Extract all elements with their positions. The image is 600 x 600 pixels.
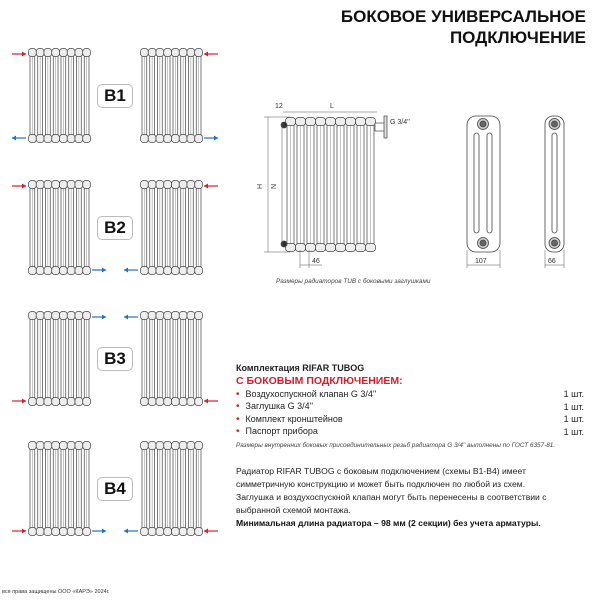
- bullet-icon: •: [236, 426, 240, 438]
- kit-item: [236, 413, 584, 426]
- kit-item: [236, 426, 584, 439]
- radiator-scheme-b3-right: [118, 309, 224, 408]
- supply-arrow-icon: [12, 529, 26, 534]
- scheme-label-b4: B4: [97, 477, 133, 501]
- radiator-side-view-3col: [467, 116, 500, 252]
- kit-section: [236, 363, 584, 449]
- kit-item-qty: 1 шт.: [563, 414, 584, 425]
- kit-item: [236, 401, 584, 414]
- dim-12: 12: [275, 103, 283, 110]
- return-arrow-icon: [124, 315, 138, 320]
- kit-item-name: Комплект кронштейнов: [245, 413, 343, 424]
- radiator-scheme-b4-right: [118, 439, 224, 538]
- kit-subheading: С БОКОВЫМ ПОДКЛЮЧЕНИЕМ:: [236, 375, 403, 387]
- kit-item-qty: 1 шт.: [563, 401, 584, 412]
- description-min-length: Минимальная длина радиатора – 98 мм (2 секции) без учета арматуры.: [236, 518, 541, 528]
- description-p2: Заглушка и воздухоспускной клапан могут быть перенесены в соответствии с выбранной схемой монтажа.: [236, 492, 547, 515]
- kit-heading: Комплектация RIFAR TUBOG: [236, 363, 365, 373]
- kit-item-name: Паспорт прибора: [245, 426, 318, 437]
- bullet-icon: •: [236, 401, 240, 413]
- scheme-label-b1: B1: [97, 84, 133, 108]
- scheme-label-b3: B3: [97, 347, 133, 371]
- bullet-icon: •: [236, 388, 240, 400]
- kit-item-qty: 1 шт.: [563, 426, 584, 437]
- drawing-caption: Размеры радиаторов TUB с боковыми заглушками: [276, 278, 431, 285]
- dim-thread: G 3/4'': [390, 119, 410, 126]
- radiator-front-view: [281, 116, 387, 252]
- kit-note: Размеры внутренних боковых присоединительных резьб радиатора G 3/4'' выполнены по ГОСТ 6357-81.: [236, 442, 556, 449]
- dim-L: L: [330, 103, 334, 110]
- description-p1: Радиатор RIFAR TUBOG с боковым подключением (схемы B1-B4) имеет симметричную конструкцию и может быть подключен по любой из схем.: [236, 466, 526, 489]
- page-title: БОКОВОЕ УНИВЕРСАЛЬНОЕ ПОДКЛЮЧЕНИЕ: [340, 7, 586, 47]
- kit-item-name: Заглушка G 3/4'': [245, 401, 314, 412]
- copyright: все права защищены ООО «КАРЭ» 2024г.: [2, 589, 110, 595]
- bullet-icon: •: [236, 413, 240, 425]
- kit-list: [236, 388, 584, 438]
- dim-N: N: [271, 183, 278, 189]
- return-arrow-icon: [124, 529, 138, 534]
- radiator-side-view-2col: [545, 116, 564, 252]
- scheme-label-b2: B2: [97, 216, 133, 240]
- dim-107: 107: [475, 258, 487, 265]
- kit-item-qty: 1 шт.: [563, 389, 584, 400]
- supply-arrow-icon: [12, 399, 26, 404]
- return-arrow-icon: [92, 315, 106, 320]
- kit-item: [236, 388, 584, 401]
- supply-arrow-icon: [204, 529, 218, 534]
- dim-46: 46: [312, 258, 320, 265]
- supply-arrow-icon: [204, 399, 218, 404]
- dim-H: H: [257, 183, 264, 189]
- kit-item-name: Воздухоспускной клапан G 3/4'': [245, 388, 377, 399]
- description: [236, 465, 584, 530]
- dim-66: 66: [548, 258, 556, 265]
- return-arrow-icon: [92, 529, 106, 534]
